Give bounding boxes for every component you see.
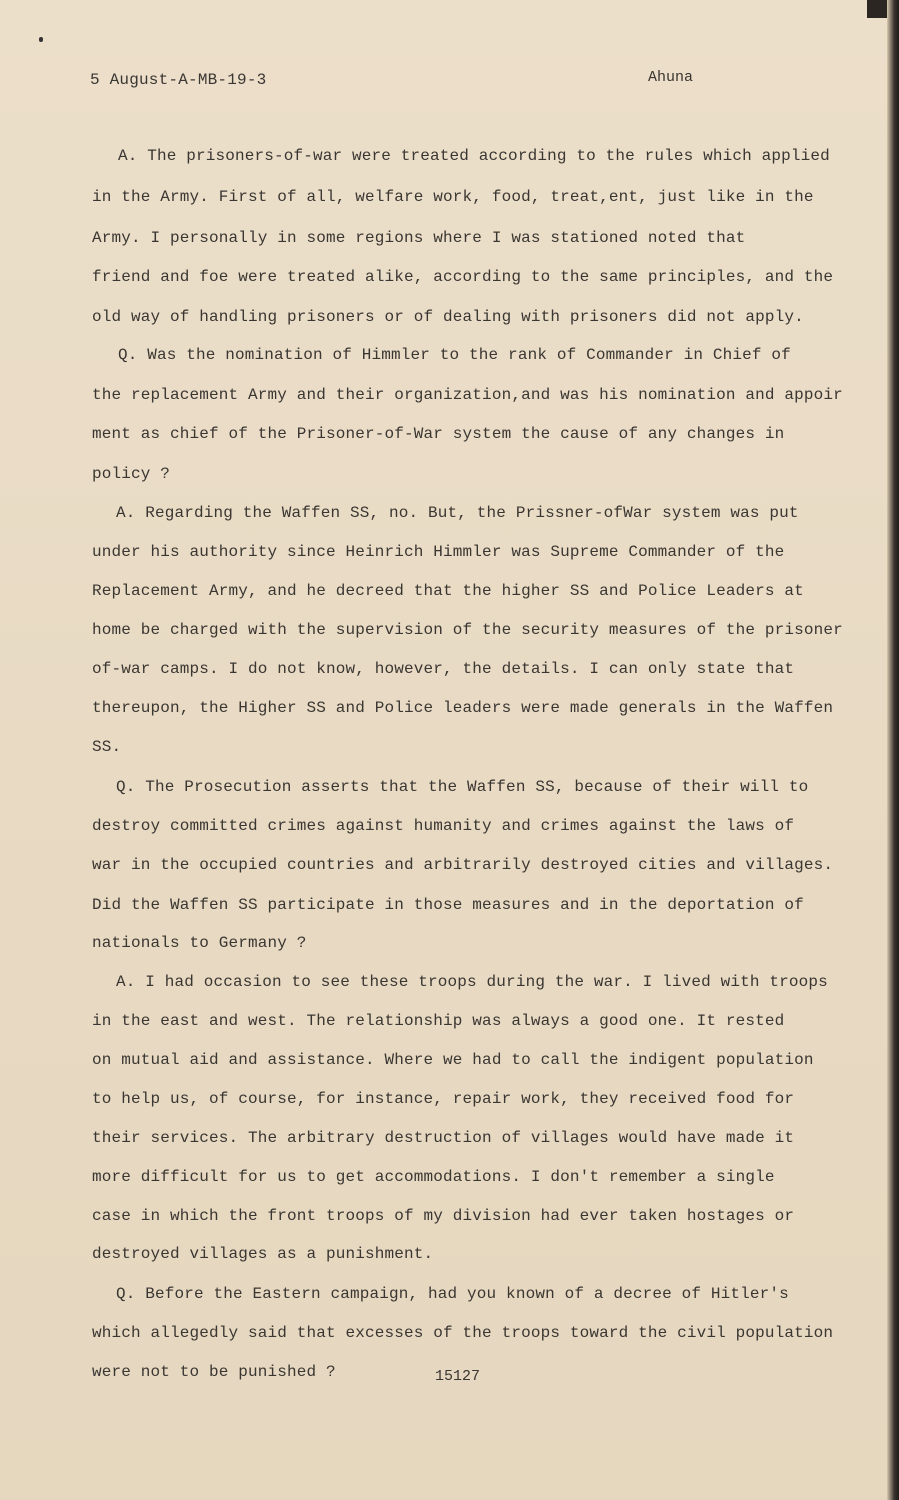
text-line: under his authority since Heinrich Himmler was Supreme Commander of the (92, 543, 785, 561)
text-line: Replacement Army, and he decreed that the higher SS and Police Leaders at (92, 582, 804, 600)
text-line: to help us, of course, for instance, repair work, they received food for (92, 1090, 795, 1108)
text-line: Q. Was the nomination of Himmler to the rank of Commander in Chief of (118, 346, 791, 364)
document-author: Ahuna (648, 69, 694, 86)
text-line: SS. (92, 738, 122, 756)
text-line: destroyed villages as a punishment. (92, 1245, 434, 1263)
text-line: thereupon, the Higher SS and Police leaders were made generals in the Waffen (92, 699, 834, 717)
text-line: home be charged with the supervision of the security measures of the prisoner (92, 621, 843, 639)
page-corner-shadow (867, 0, 887, 18)
page-edge-shadow (887, 0, 899, 1500)
text-line: Q. Before the Eastern campaign, had you known of a decree of Hitler's (116, 1285, 789, 1303)
text-line: their services. The arbitrary destruction of villages would have made it (92, 1129, 795, 1147)
text-line: Army. I personally in some regions where I was stationed noted that (92, 229, 746, 247)
text-line: Q. The Prosecution asserts that the Waffen SS, because of their will to (116, 778, 809, 796)
text-line: which allegedly said that excesses of the troops toward the civil population (92, 1324, 834, 1342)
page-number: 15127 (435, 1368, 481, 1385)
text-line: the replacement Army and their organization,and was his nomination and appoir (92, 386, 843, 404)
text-line: more difficult for us to get accommodations. I don't remember a single (92, 1168, 775, 1186)
text-line: destroy committed crimes against humanity and crimes against the laws of (92, 817, 795, 835)
text-line: A. I had occasion to see these troops during the war. I lived with troops (116, 973, 828, 991)
text-line: nationals to Germany ? (92, 934, 307, 952)
text-line: war in the occupied countries and arbitrarily destroyed cities and villages. (92, 856, 834, 874)
text-line: A. Regarding the Waffen SS, no. But, the Prissner-ofWar system was put (116, 504, 799, 522)
text-line: old way of handling prisoners or of dealing with prisoners did not apply. (92, 308, 804, 326)
pin-hole-mark (39, 37, 43, 42)
text-line: friend and foe were treated alike, according to the same principles, and the (92, 268, 834, 286)
text-line: case in which the front troops of my division had ever taken hostages or (92, 1207, 795, 1225)
text-line: were not to be punished ? (92, 1363, 336, 1381)
text-line: A. The prisoners-of-war were treated according to the rules which applied (118, 147, 830, 165)
text-line: Did the Waffen SS participate in those measures and in the deportation of (92, 896, 804, 914)
text-line: ment as chief of the Prisoner-of-War system the cause of any changes in (92, 425, 785, 443)
text-line: policy ? (92, 465, 171, 483)
text-line: of-war camps. I do not know, however, the details. I can only state that (92, 660, 795, 678)
text-line: in the Army. First of all, welfare work, food, treat,ent, just like in the (92, 188, 814, 206)
document-reference: 5 August-A-MB-19-3 (90, 71, 267, 89)
text-line: on mutual aid and assistance. Where we had to call the indigent population (92, 1051, 814, 1069)
text-line: in the east and west. The relationship was always a good one. It rested (92, 1012, 785, 1030)
